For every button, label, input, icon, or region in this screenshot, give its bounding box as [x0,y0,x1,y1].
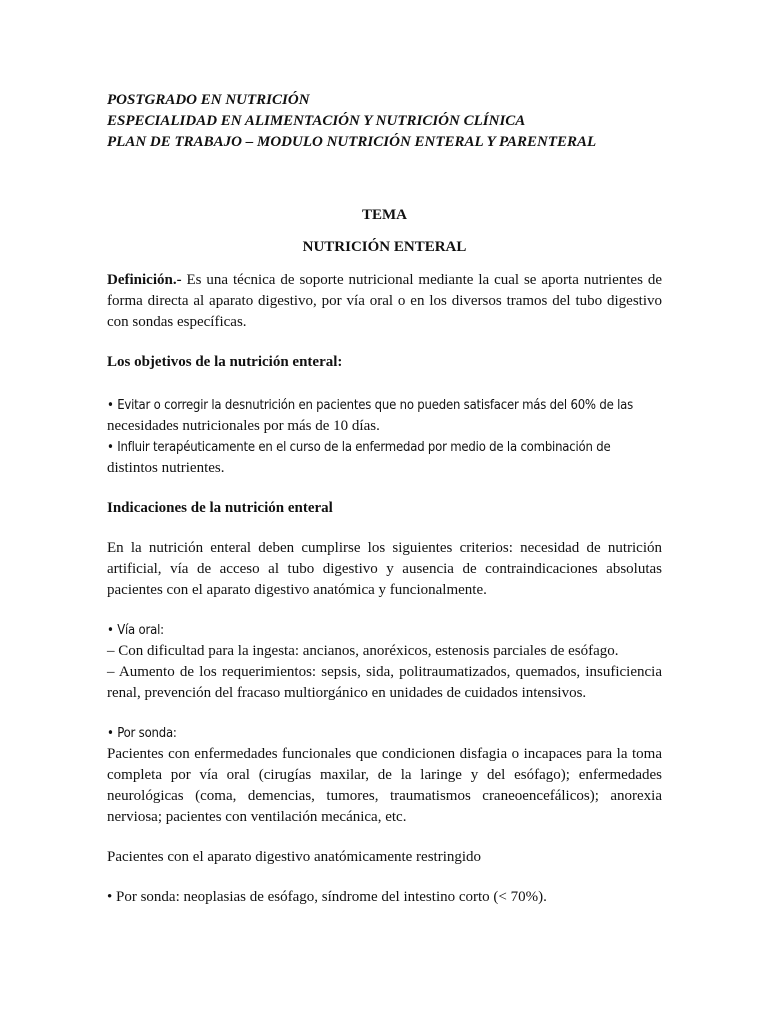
header-line-3: PLAN DE TRABAJO – MODULO NUTRICIÓN ENTERAL Y PARENTERAL [107,134,597,150]
header-line-2: ESPECIALIDAD EN ALIMENTACIÓN Y NUTRICIÓN CLÍNICA [107,113,526,129]
sonda-label: • Por sonda: [107,726,177,741]
indicaciones-paragraph: En la nutrición enteral deben cumplirse los siguientes criterios: necesidad de nutrición artificial, vía de acceso al tubo digestivo y ausencia de contraindicaciones absolutas pacientes con el aparato digestivo anatómica y funcionalmente. [107,540,662,598]
definicion-paragraph [107,270,662,333]
definicion-text: Es una técnica de soporte nutricional mediante la cual se aporta nutrientes de forma directa al aparato digestivo, por vía oral o en los diversos tramos del tubo digestivo con sondas específicas. [107,272,662,330]
objetivo-item-1-cont: necesidades nutricionales por más de 10 días. [107,418,380,434]
objetivos-heading: Los objetivos de la nutrición enteral: [107,354,343,370]
via-oral-item-2: – Aumento de los requerimientos: sepsis, sida, politraumatizados, quemados, insuficiencia renal, prevención del fracaso multiorgánico en unidades de cuidados intensivos. [107,664,662,701]
objetivo-item-2: • Influir terapéuticamente en el curso de la enfermedad por medio de la combinación de [107,440,611,455]
header-line-1: POSTGRADO EN NUTRICIÓN [107,92,310,108]
document-content [107,90,662,908]
tema-label: TEMA [362,207,407,223]
definicion-term: Definición.- [107,272,182,288]
indicaciones-heading: Indicaciones de la nutrición enteral [107,500,333,516]
sonda-item-2: • Por sonda: neoplasias de esófago, síndrome del intestino corto (< 70%). [107,889,547,905]
objetivo-item-1: • Evitar o corregir la desnutrición en pacientes que no pueden satisfacer más del 60% de las [107,398,634,413]
via-oral-item-1: – Con dificultad para la ingesta: ancianos, anoréxicos, estenosis parciales de esófago. [107,643,619,659]
restringido-paragraph: Pacientes con el aparato digestivo anatómicamente restringido [107,849,482,865]
tema-title: NUTRICIÓN ENTERAL [302,239,467,255]
via-oral-label: • Vía oral: [107,623,164,638]
objetivo-item-2-cont: distintos nutrientes. [107,460,225,476]
sonda-paragraph: Pacientes con enfermedades funcionales que condicionen disfagia o incapaces para la toma completa por vía oral (cirugías maxilar, de la laringe y del esófago); enfermedades neurológicas (coma, demencias, tumores, traumatismos craneoencefálicos); anorexia nerviosa; pacientes con ventilación mecánica, etc. [107,746,662,825]
